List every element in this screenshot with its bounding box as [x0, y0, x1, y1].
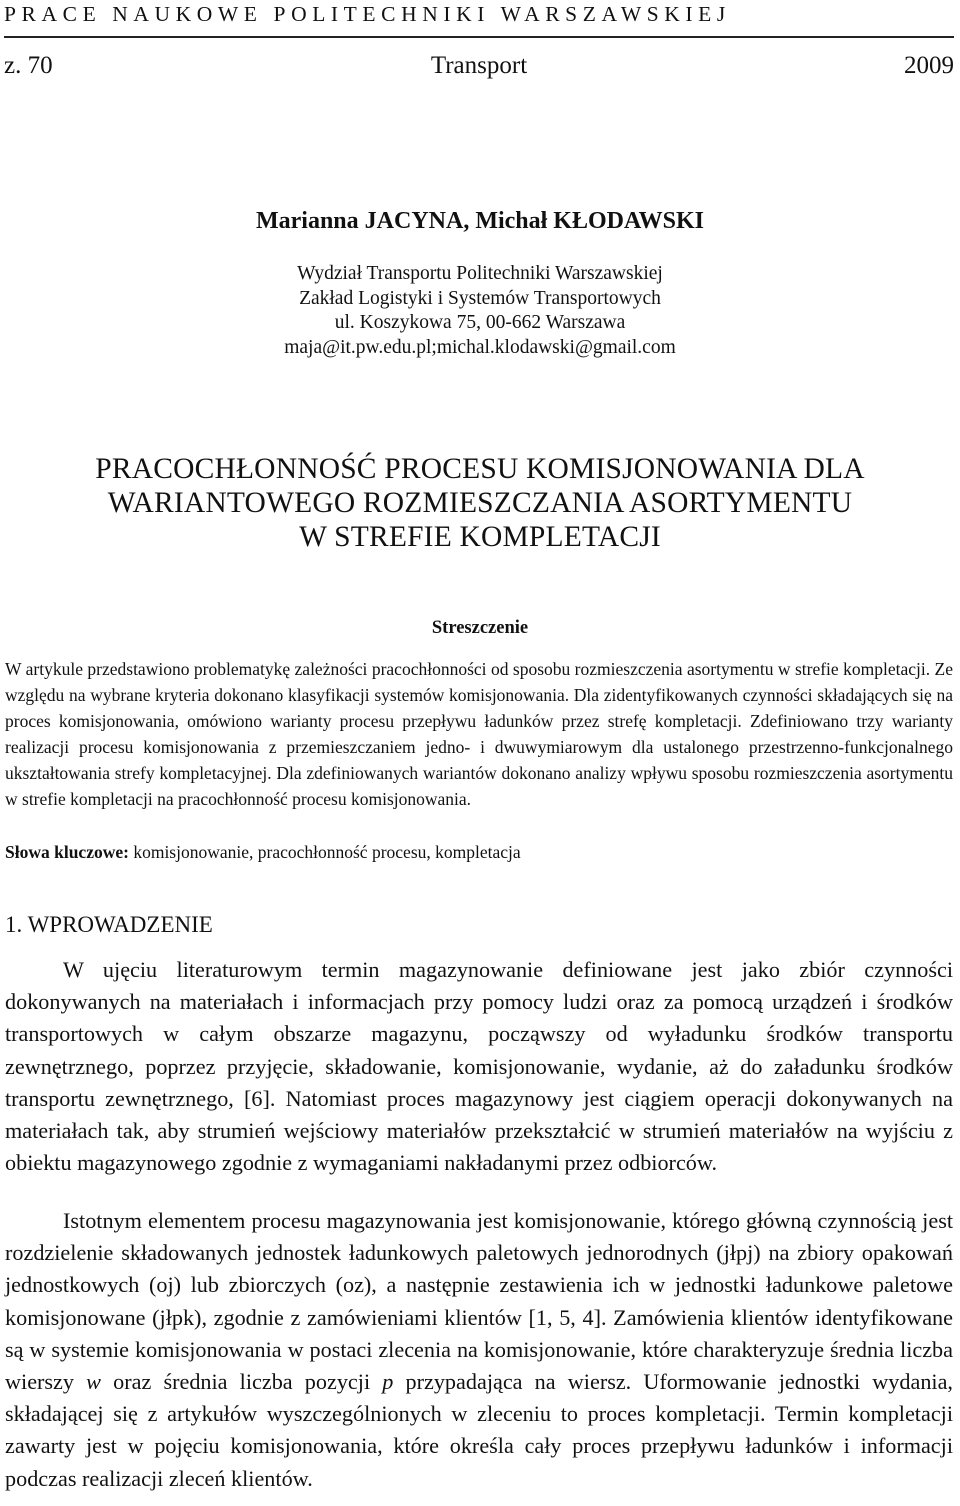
paragraph-2-part-a: Istotnym elementem procesu magazynowania jest komisjonowanie, którego główną czynnością jest rozdzielenie składowanych jednostek ładunkowych paletowych jednorodnych (jłpj) na zbiory opakowań jednostkowych (oj) lub zbiorczych (oz), a następnie zestawienia ich w jednostki ładunkowe paletowe komisjonowane (jłpk), zgodnie z zamówieniami klientów [1, 5, 4]. Zamówienia klientów identyfikowane są w systemie komisjonowania w postaci zlecenia na komisjonowanie, które charakteryzuje średnia liczba wierszy [5, 1208, 953, 1395]
keywords-list: komisjonowanie, pracochłonność procesu, kompletacja [128, 842, 521, 862]
issue-line [4, 52, 954, 86]
journal-name: PRACE NAUKOWE POLITECHNIKI WARSZAWSKIEJ [4, 2, 731, 26]
abstract-text: W artykule przedstawiono problematykę zależności pracochłonności od sposobu rozmieszczenia asortymentu w strefie kompletacji. Ze względu na wybrane kryteria dokonano klasyfikacji systemów komisjonowania. Dla zidentyfikowanych czynności składających się na proces komisjonowania, omówiono warianty procesu przepływu ładunków przez strefę kompletacji. Zdefiniowano trzy warianty realizacji procesu komisjonowania z przemieszczaniem jedno- i dwuwymiarowym dla ustalonego przestrzenno-funkcjonalnego ukształtowania strefy kompletacyjnej. Dla zdefiniowanych wariantów dokonano analizy wpływu sposobu rozmieszczenia asortymentu w strefie kompletacji na pracochłonność procesu komisjonowania. [5, 659, 953, 809]
section-heading: 1. WPROWADZENIE [5, 912, 213, 937]
symbol-w: w [86, 1369, 101, 1395]
title-line-1: PRACOCHŁONNOŚĆ PROCESU KOMISJONOWANIA DLA [95, 453, 865, 485]
affiliation-faculty: Wydział Transportu Politechniki Warszawskiej [297, 263, 663, 284]
symbol-p: p [382, 1369, 394, 1395]
issue-number: z. 70 [4, 52, 53, 79]
affiliation [0, 262, 960, 360]
paper-title [0, 452, 960, 554]
keywords [5, 842, 953, 863]
issue-year: 2009 [904, 52, 954, 79]
authors: Marianna JACYNA, Michał KŁODAWSKI [255, 208, 705, 234]
paragraph-2 [5, 1205, 953, 1495]
affiliation-email[interactable]: maja@it.pw.edu.pl;michal.klodawski@gmail.com [284, 336, 676, 358]
title-line-2: WARIANTOWEGO ROZMIESZCZANIA ASORTYMENTU [107, 487, 853, 519]
paragraph-2-part-c: przypadająca na wiersz. Uformowanie jednostki wydania, składającej się z artykułów wyszczególnionych w zleceniu to proces kompletacji. Termin kompletacji zawarty jest w pojęciu komisjonowania, które określa cały proces przepływu ładunków i informacji podczas realizacji zleceń klientów. [5, 1369, 953, 1491]
title-line-3: W STREFIE KOMPLETACJI [299, 521, 661, 553]
header-rule [4, 36, 954, 38]
keywords-label: Słowa kluczowe: [5, 842, 129, 862]
affiliation-department: Zakład Logistyki i Systemów Transportowych [299, 287, 661, 309]
paragraph-1: W ujęciu literaturowym termin magazynowanie definiowane jest jako zbiór czynności dokonywanych na materiałach i informacjach przy pomocy ludzi oraz za pomocą urządzeń i środków transportowych w całym obszarze magazynu, począwszy od wyładunku środków transportu zewnętrznego, poprzez przyjęcie, składowanie, komisjonowanie, wydanie, aż do załadunku środków transportu zewnętrznego, [6]. Natomiast proces magazynowy jest ciągiem operacji dokonywanych na materiałach tak, aby strumień wejściowy materiałów przekształcić w strumień materiałów na wyjściu z obiektu magazynowego zgodnie z wymaganiami nakładanymi przez odbiorców. [5, 957, 953, 1176]
affiliation-address: ul. Koszykowa 75, 00-662 Warszawa [334, 312, 626, 333]
abstract-heading: Streszczenie [431, 618, 529, 638]
paragraph-2-part-b: oraz średnia liczba pozycji [100, 1369, 383, 1395]
series-name: Transport [430, 52, 528, 79]
